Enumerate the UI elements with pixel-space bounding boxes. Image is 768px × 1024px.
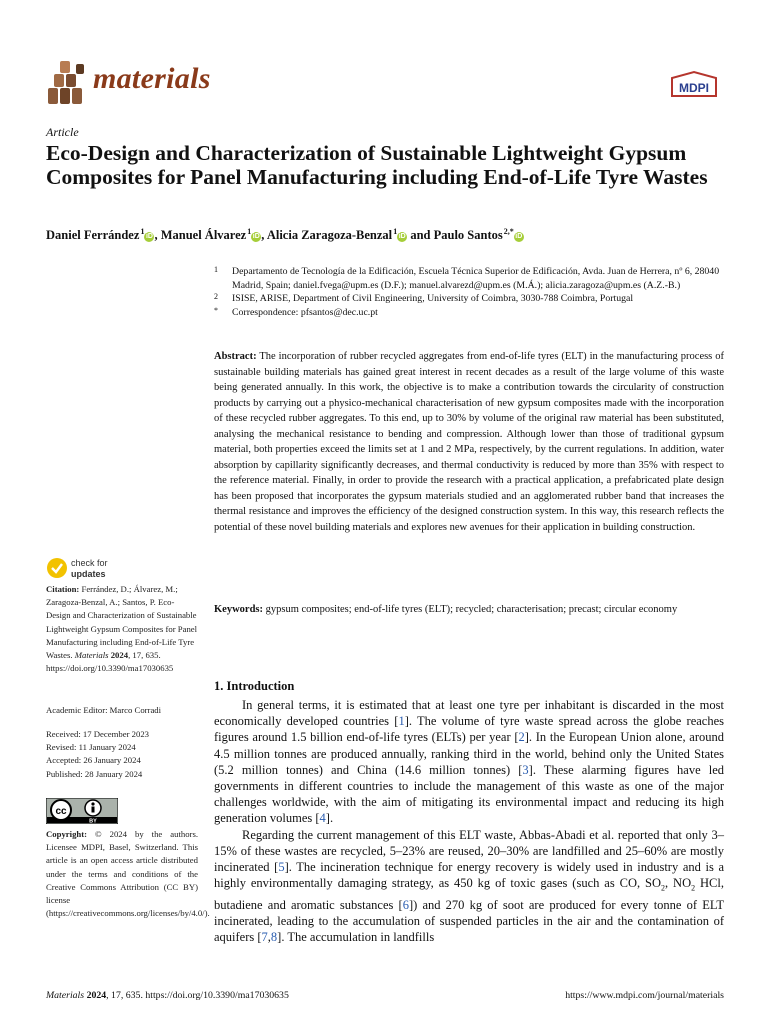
author-list — [46, 227, 524, 243]
author-affil: 1 — [140, 227, 145, 236]
author-affil: 1 — [393, 227, 398, 236]
dates-block — [46, 728, 198, 781]
affiliation-item — [214, 292, 724, 306]
citation-rest: , 17, 635. https://doi.org/10.3390/ma17030635 — [46, 650, 174, 674]
affiliation-item — [214, 306, 724, 320]
date-revised: Revised: 11 January 2024 — [46, 742, 136, 753]
reference-link[interactable]: 4 — [319, 811, 326, 826]
paragraph-text: Regarding the current management of this ELT waste, Abbas-Abadi et al. reported that only 3–15% of these wastes are recycled, 5–23% are reused, 20–30% are landfilled and 25–60% are mostly incinerated [ — [214, 827, 724, 875]
reference-link[interactable]: 8 — [270, 930, 278, 945]
orcid-icon[interactable]: iD — [145, 233, 153, 241]
author-separator: and — [407, 228, 434, 243]
author-separator: , — [154, 228, 161, 243]
check-line-2: updates — [71, 569, 106, 579]
affiliation-mark: * — [214, 305, 218, 315]
paragraph-text: ]. In the European Union alone, around 4.5 million tonnes are produced annually, ranking third in the world, behind only the United States (5.2 million tonnes) and China (14.6 million tonnes) [ — [214, 730, 724, 777]
footer-url[interactable]: https://www.mdpi.com/journal/materials — [565, 990, 724, 1001]
paragraph — [214, 827, 724, 946]
mdpi-logo-text: MDPI — [679, 81, 709, 95]
paragraph-text: ]) and 270 kg of soot are produced for every tonne of ELT incinerated, leading to the accumulation of suspended particles in the air and the contamination of aquifers [ — [214, 897, 724, 945]
date-received: Received: 17 December 2023 — [46, 729, 150, 739]
author-name: Manuel Álvarez — [160, 228, 247, 243]
abstract — [214, 349, 724, 535]
affiliation-text: ISISE, ARISE, Department of Civil Engineering, University of Coimbra, 3030-788 Coimbra, Portugal — [232, 293, 634, 304]
reference-link[interactable]: 2 — [518, 730, 525, 745]
date-published: Published: 28 January 2024 — [46, 768, 143, 779]
author-affil: 1 — [247, 227, 252, 236]
reference-link[interactable]: 7 — [261, 930, 268, 945]
affiliation-text: Correspondence: pfsantos@dec.uc.pt — [232, 306, 378, 318]
keywords-label: Keywords: — [214, 604, 263, 615]
paragraph-text: ]. The volume of tyre waste spread across the globe reaches figures around 1.5 billion end-of-life tyres (ELTs) per year [ — [214, 714, 724, 745]
author-name: Paulo Santos — [433, 228, 503, 243]
page-title: Eco-Design and Characterization of Sustainable Lightweight Gypsum Composites for Panel Manufacturing including End-of-Life Tyre Wastes — [46, 141, 708, 189]
author-name: Daniel Ferrández — [46, 228, 140, 243]
check-line-1: check for — [71, 558, 108, 568]
copyright-label: Copyright: — [46, 829, 88, 839]
orcid-icon[interactable]: iD — [515, 233, 523, 241]
reference-link[interactable]: 5 — [278, 860, 285, 875]
paragraph-text: ]. These alarming figures have led governments in different countries to include the management of this waste as one of the major challenges worldwide, with the aim of mitigating its environmental impact and reducing its high generation volumes [ — [214, 762, 724, 826]
abstract-label: Abstract: — [214, 351, 257, 362]
citation-year: 2024 — [110, 650, 129, 661]
affiliation-mark: 2 — [214, 292, 218, 301]
paragraph-text: , — [267, 930, 271, 945]
citation-block — [46, 583, 198, 675]
body-text — [214, 697, 724, 946]
affiliation-item — [214, 265, 724, 292]
keywords-text: gypsum composites; end-of-life tyres (ELT); recycled; characterisation; precast; circular economy — [265, 604, 678, 615]
author-name: Alicia Zaragoza-Benzal — [266, 228, 393, 243]
article-type: Article — [46, 125, 79, 139]
abstract-text: The incorporation of rubber recycled aggregates from end-of-life tyres (ELT) in the manufacturing process of sustainable building materials has gained great interest in recent decades as a result of the large volume of this waste being generated annually. In this work, the objective is to make a contribution towards the circularity of construction products by carrying out a physico-mechanical characterisation of new gypsum composites made with the incorporation of these recycled rubber aggregates. To this end, up to 30% by volume of the original raw material has been substituted, analysing the mechanical resistance to bending and compression. Although lower than those of traditional gypsum material, both properties exceed the limits set at 1 and 2 MPa, respectively, by the current regulations. In addition, water absorption by capillarity significantly decreases, and thermal conductivity is reduced by more than 35% with respect to the reference material. Finally, in order to provide the research with a practical application, a prefabricated plate design has been proposed that incorporates the gypsum materials studied and an agglomerated rubber band that increases the thermal resistance and improves the efficiency of the designed construction system. In this way, this research reflects the potential of these novel building materials and explores new avenues for their application in building construction. — [214, 351, 724, 533]
subscript: 2 — [661, 883, 666, 893]
affiliations — [214, 265, 724, 319]
footer-year: 2024 — [86, 990, 107, 1001]
affiliation-mark: 1 — [214, 265, 218, 274]
academic-editor: Academic Editor: Marco Corradi — [46, 705, 162, 715]
reference-link[interactable]: 3 — [522, 762, 529, 777]
author-separator: , — [261, 228, 267, 243]
cc-text: cc — [55, 806, 67, 817]
cc-by-license-icon[interactable] — [46, 798, 118, 824]
copyright-block — [46, 828, 210, 920]
paragraph-text: ]. The accumulation in landfills — [277, 930, 435, 945]
reference-link[interactable]: 6 — [402, 897, 409, 912]
paragraph — [214, 697, 724, 827]
footer-journal: Materials — [46, 990, 85, 1001]
orcid-icon[interactable]: iD — [398, 233, 406, 241]
citation-text: Ferrández, D.; Álvarez, M.; Zaragoza-Benzal, A.; Santos, P. Eco-Design and Characterization of Sustainable Lightweight Gypsum Composites for Panel Manufacturing including End-of-Life Tyre Wastes. — [46, 584, 198, 661]
by-text: BY — [89, 818, 97, 824]
subscript: 2 — [691, 883, 696, 893]
keywords — [214, 602, 724, 618]
citation-label: Citation: — [46, 584, 80, 594]
author-affil: 2,* — [503, 227, 514, 236]
citation-journal: Materials — [74, 650, 109, 661]
check-for-updates-icon[interactable] — [46, 556, 126, 580]
footer-citation — [46, 990, 289, 1001]
mdpi-logo-icon[interactable] — [668, 70, 720, 98]
reference-link[interactable]: 1 — [398, 714, 405, 729]
paragraph-text: HCl, butadiene and aromatic substances [ — [214, 876, 724, 912]
paragraph-text: In general terms, it is estimated that at least one tyre per inhabitant is discarded in the most economically developed countries [ — [214, 698, 724, 729]
affiliation-text: Departamento de Tecnología de la Edificación, Escuela Técnica Superior de Edificación, Avda. Juan de Herrera, nº 6, 28040 Madrid, Spain; daniel.fvega@upm.es (D.F.); manuel.alvarezd@upm.es (M.Á.); alicia.zaragoza@upm.es (A.Z.-B.) — [232, 266, 720, 291]
footer-rest: , 17, 635. https://doi.org/10.3390/ma17030635 — [106, 990, 289, 1001]
orcid-icon[interactable]: iD — [252, 233, 260, 241]
section-heading: 1. Introduction — [214, 679, 295, 693]
paragraph-text: ]. The incineration technique for energy recovery is widely used in industry and is a highly environmentally damaging strategy, as 450 kg of toxic gases (such as CO, SO — [214, 860, 725, 891]
journal-name: materials — [93, 62, 211, 95]
paragraph-text: , NO — [665, 876, 692, 891]
journal-logo-icon — [46, 58, 90, 106]
paragraph-text: ]. — [325, 811, 334, 826]
date-accepted: Accepted: 26 January 2024 — [46, 755, 141, 766]
copyright-text: © 2024 by the authors. Licensee MDPI, Basel, Switzerland. This article is an open access article distributed under the terms and conditions of the Creative Commons Attribution (CC BY) license (https://creativecommons.org/licenses/by/4.0/). — [46, 829, 210, 919]
